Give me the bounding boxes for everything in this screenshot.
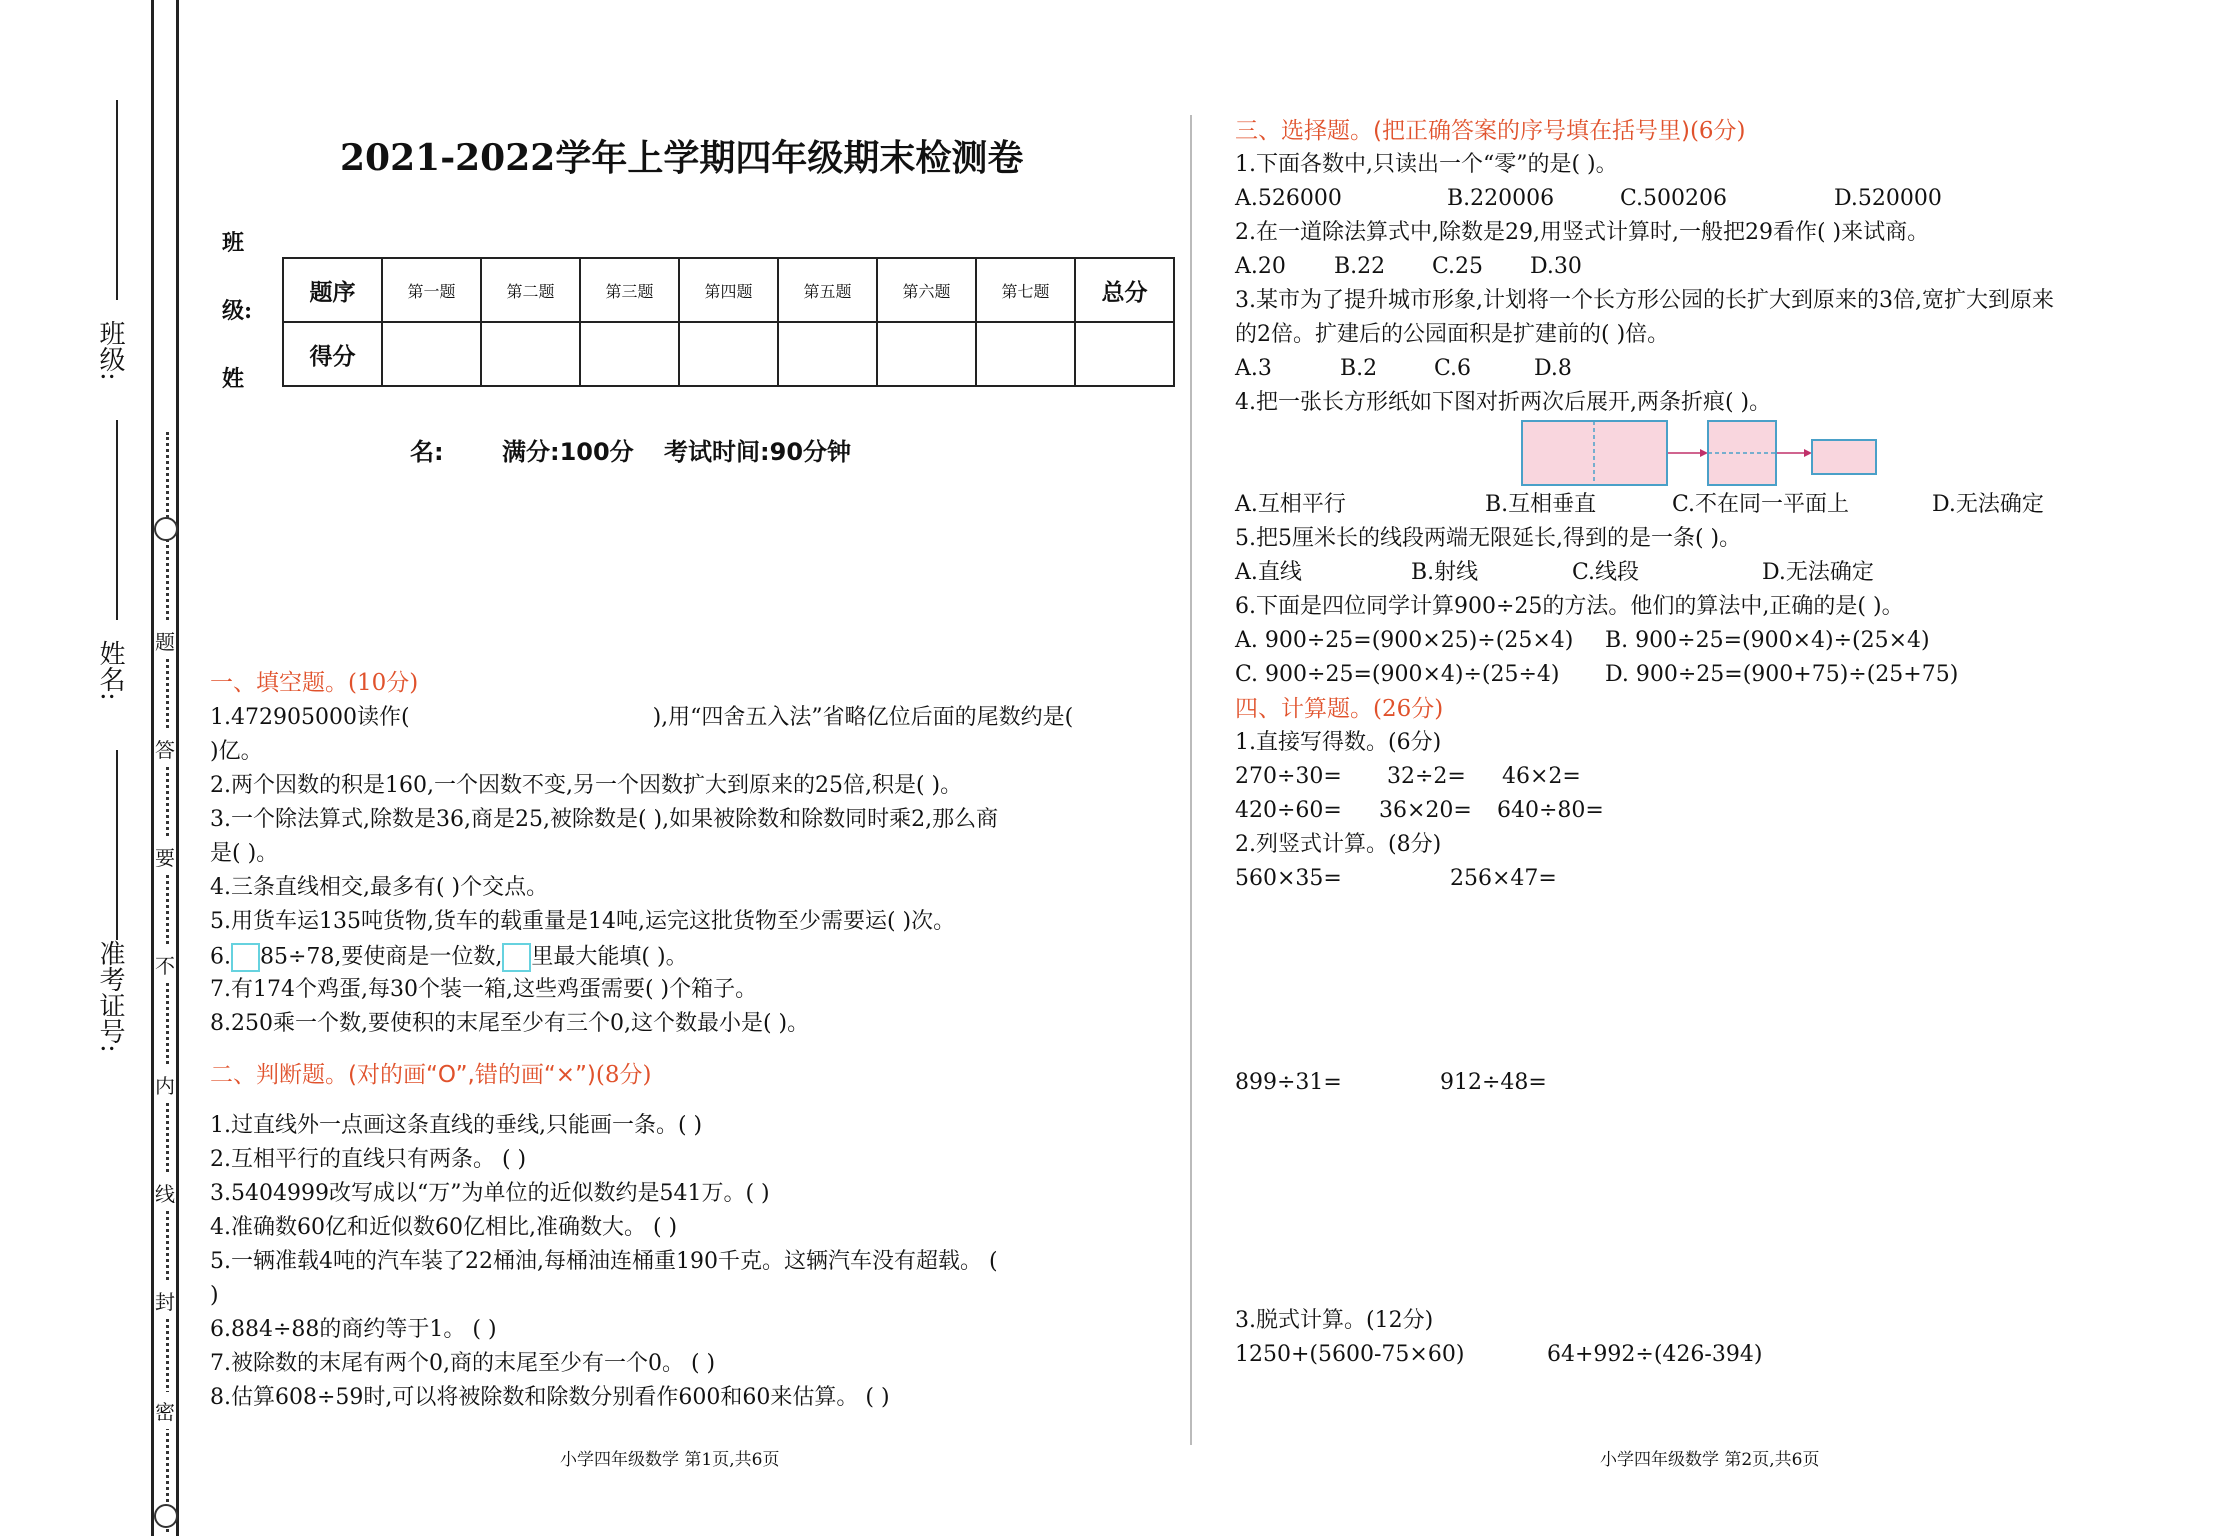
score-table-cell: 第四题	[679, 258, 778, 322]
class-label-line3: 姓	[222, 366, 245, 392]
s3-q3: 3.某市为了提升城市形象,计划将一个长方形公园的长扩大到原来的3倍,宽扩大到原来	[1235, 288, 2054, 313]
s2-q7: 7.被除数的末尾有两个0,商的末尾至少有一个0。 ( )	[210, 1351, 716, 1376]
page-divider	[1190, 115, 1192, 1445]
class-label: 班级:	[92, 320, 129, 381]
s3-q2-opt: A.20	[1235, 254, 1286, 279]
score-table-score-row	[283, 322, 1174, 386]
s3-q1-opt: D.520000	[1834, 186, 1942, 211]
section4-points: (26分)	[1373, 696, 1444, 722]
s3-q6-opt: A. 900÷25=(900×25)÷(25×4)	[1235, 628, 1574, 653]
s4-part3: 3.脱式计算。(12分)	[1235, 1308, 1434, 1333]
s1-q3-cont: 是( )。	[210, 841, 279, 866]
s3-q2-opt: C.25	[1432, 254, 1484, 279]
s2-q2: 2.互相平行的直线只有两条。 ( )	[210, 1147, 527, 1172]
section4-heading	[1235, 696, 1443, 722]
s3-q3-opt: C.6	[1434, 356, 1472, 381]
score-input-cell[interactable]	[976, 322, 1075, 386]
s4-part1: 1.直接写得数。(6分)	[1235, 730, 1442, 755]
page-title: 2021-2022学年上学期四年级期末检测卷	[340, 137, 1024, 179]
section3-points: (6分)	[1689, 118, 1746, 144]
s3-q6: 6.下面是四位同学计算900÷25的方法。他们的算法中,正确的是( )。	[1235, 594, 1904, 619]
s4-p2-item: 256×47=	[1450, 866, 1557, 891]
s2-q1: 1.过直线外一点画这条直线的垂线,只能画一条。( )	[210, 1113, 703, 1138]
s3-q1: 1.下面各数中,只读出一个“零”的是( )。	[1235, 152, 1618, 177]
cut-circle-top	[154, 517, 178, 541]
s4-p1-item: 32÷2=	[1387, 764, 1466, 789]
score-table-cell: 总分	[1075, 258, 1174, 322]
s3-q2: 2.在一道除法算式中,除数是29,用竖式计算时,一般把29看作( )来试商。	[1235, 220, 1930, 245]
paper-folding-diagram	[1520, 418, 1880, 490]
digit-box	[502, 943, 531, 972]
digit-box	[231, 943, 260, 972]
footer-right: 小学四年级数学 第2页,共6页	[1600, 1450, 1820, 1470]
s4-p1-item: 640÷80=	[1497, 798, 1604, 823]
s3-q5-opt: D.无法确定	[1762, 560, 1874, 585]
section3-title: 三、选择题。(把正确答案的序号填在括号里)	[1235, 118, 1690, 144]
name-label: 姓名:	[92, 640, 129, 701]
s2-q6: 6.884÷88的商约等于1。 ( )	[210, 1317, 497, 1342]
cut-char: 密	[155, 1392, 175, 1429]
name-underline	[116, 420, 118, 620]
score-input-cell[interactable]	[877, 322, 976, 386]
s2-q4: 4.准确数60亿和近似数60亿相比,准确数大。 ( )	[210, 1215, 678, 1240]
exam-info	[410, 432, 851, 467]
s1-q1-part-a: 1.472905000读作(	[210, 705, 410, 730]
s3-q3-opt: D.8	[1534, 356, 1572, 381]
s4-p3-item: 64+992÷(426-394)	[1547, 1342, 1763, 1367]
class-label-line1: 班	[222, 230, 245, 256]
score-table-cell: 第二题	[481, 258, 580, 322]
footer-left: 小学四年级数学 第1页,共6页	[560, 1450, 780, 1470]
full-score: 满分:100分	[501, 438, 634, 466]
score-input-cell[interactable]	[1075, 322, 1174, 386]
s3-q3-cont: 的2倍。扩建后的公园面积是扩建前的( )倍。	[1235, 322, 1670, 347]
score-table	[282, 257, 1175, 387]
exam-id-underline	[116, 750, 118, 950]
s1-q4: 4.三条直线相交,最多有( )个交点。	[210, 875, 549, 900]
s2-q3: 3.5404999改写成以“万”为单位的近似数约是541万。( )	[210, 1181, 770, 1206]
section1-heading	[210, 670, 418, 696]
exam-id-label: 准考证号:	[92, 940, 129, 1053]
s1-q1-cont: )亿。	[210, 739, 263, 764]
s1-q6	[210, 943, 688, 972]
s4-part2: 2.列竖式计算。(8分)	[1235, 832, 1442, 857]
s3-q2-opt: D.30	[1530, 254, 1582, 279]
s4-p1-item: 46×2=	[1502, 764, 1581, 789]
s2-q5-cont: )	[210, 1283, 219, 1308]
s4-p1-item: 420÷60=	[1235, 798, 1342, 823]
s3-q5: 5.把5厘米长的线段两端无限延长,得到的是一条( )。	[1235, 526, 1742, 551]
name-label-inline: 名:	[410, 438, 444, 466]
section3-heading	[1235, 118, 1746, 144]
section2-title: 二、判断题。(对的画“O”,错的画“×”)	[210, 1062, 596, 1088]
s3-q5-opt: C.线段	[1572, 560, 1640, 585]
cut-char: 不	[155, 946, 175, 983]
s3-q6-opt: B. 900÷25=(900×4)÷(25×4)	[1605, 628, 1930, 653]
s1-q7: 7.有174个鸡蛋,每30个装一箱,这些鸡蛋需要( )个箱子。	[210, 977, 758, 1002]
s4-p2-item: 912÷48=	[1440, 1070, 1547, 1095]
section1-points: (10分)	[348, 670, 419, 696]
s3-q6-opt: C. 900÷25=(900×4)÷(25÷4)	[1235, 662, 1560, 687]
s3-q1-opt: B.220006	[1447, 186, 1555, 211]
s1-q1-part-b: ),用“四舍五入法”省略亿位后面的尾数约是(	[652, 705, 1074, 730]
s1-q2: 2.两个因数的积是160,一个因数不变,另一个因数扩大到原来的25倍,积是( )。	[210, 773, 963, 798]
arrow-head	[1804, 449, 1812, 457]
s4-p2-item: 560×35=	[1235, 866, 1342, 891]
s1-q8: 8.250乘一个数,要使积的末尾至少有三个0,这个数最小是( )。	[210, 1011, 810, 1036]
class-underline	[116, 100, 118, 300]
s1-q1	[210, 705, 1073, 731]
score-input-cell[interactable]	[382, 322, 481, 386]
score-table-cell: 得分	[283, 322, 382, 386]
score-table-cell: 第六题	[877, 258, 976, 322]
score-table-cell: 第一题	[382, 258, 481, 322]
arrow-head	[1700, 449, 1708, 457]
s2-q5: 5.一辆准载4吨的汽车装了22桶油,每桶油连桶重190千克。这辆汽车没有超载。 (	[210, 1249, 998, 1274]
score-table-header-row	[283, 258, 1174, 322]
s3-q4: 4.把一张长方形纸如下图对折两次后展开,两条折痕( )。	[1235, 390, 1772, 415]
cut-char: 要	[155, 838, 175, 875]
score-table-cell: 第五题	[778, 258, 877, 322]
section4-title: 四、计算题。	[1235, 696, 1373, 722]
s3-q5-opt: B.射线	[1411, 560, 1479, 585]
s4-p3-item: 1250+(5600-75×60)	[1235, 1342, 1465, 1367]
s3-q4-opt: A.互相平行	[1235, 492, 1346, 517]
s3-q6-opt: D. 900÷25=(900+75)÷(25+75)	[1605, 662, 1959, 687]
score-table-cell: 第三题	[580, 258, 679, 322]
s1-q5: 5.用货车运135吨货物,货车的载重量是14吨,运完这批货物至少需要运( )次。	[210, 909, 956, 934]
s1-q6-part-b: 85÷78,要使商是一位数,	[260, 944, 503, 970]
s4-p2-item: 899÷31=	[1235, 1070, 1342, 1095]
cut-char: 题	[155, 622, 175, 659]
score-table-cell: 第七题	[976, 258, 1075, 322]
s3-q2-opt: B.22	[1334, 254, 1386, 279]
score-input-cell[interactable]	[778, 322, 877, 386]
cut-char: 答	[155, 730, 175, 767]
s4-p1-item: 36×20=	[1379, 798, 1472, 823]
s3-q1-opt: C.500206	[1620, 186, 1728, 211]
s2-q8: 8.估算608÷59时,可以将被除数和除数分别看作600和60来估算。 ( )	[210, 1385, 890, 1410]
class-label-line2: 级:	[222, 298, 253, 324]
score-table-cell: 题序	[283, 258, 382, 322]
section1-title: 一、填空题。	[210, 670, 348, 696]
s1-q3: 3.一个除法算式,除数是36,商是25,被除数是( ),如果被除数和除数同时乘2,那么商	[210, 807, 999, 832]
section2-heading	[210, 1062, 651, 1088]
s3-q5-opt: A.直线	[1235, 560, 1302, 585]
s4-p1-item: 270÷30=	[1235, 764, 1342, 789]
cut-char: 线	[155, 1174, 175, 1211]
folded-twice-paper	[1812, 440, 1876, 474]
cut-char: 封	[155, 1282, 175, 1319]
s3-q4-opt: C.不在同一平面上	[1672, 492, 1850, 517]
exam-time: 考试时间:90分钟	[664, 438, 852, 466]
s3-q4-opt: D.无法确定	[1932, 492, 2044, 517]
s3-q1-opt: A.526000	[1235, 186, 1342, 211]
cut-char: 内	[155, 1066, 175, 1103]
s1-q6-part-c: 里最大能填( )。	[531, 944, 688, 970]
score-input-cell[interactable]	[679, 322, 778, 386]
s3-q3-opt: A.3	[1235, 356, 1272, 381]
score-input-cell[interactable]	[481, 322, 580, 386]
section2-points: (8分)	[595, 1062, 652, 1088]
score-input-cell[interactable]	[580, 322, 679, 386]
s3-q3-opt: B.2	[1340, 356, 1378, 381]
s1-q6-part-a: 6.	[210, 944, 231, 970]
cut-circle-bottom	[154, 1504, 178, 1528]
s3-q4-opt: B.互相垂直	[1485, 492, 1597, 517]
